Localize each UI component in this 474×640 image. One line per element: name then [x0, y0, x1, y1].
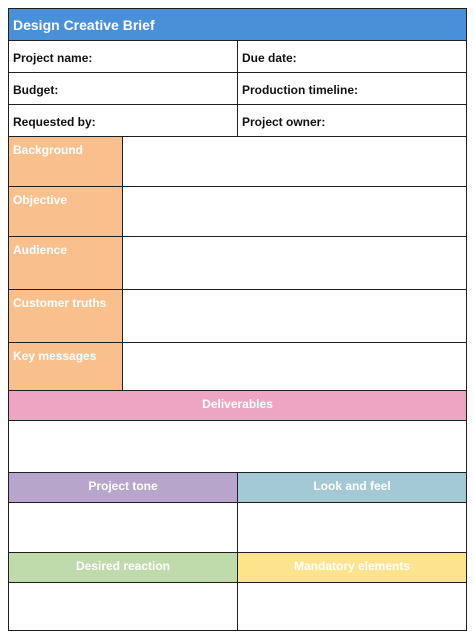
key-messages-label: Key messages [9, 343, 123, 391]
look-and-feel-header: Look and feel [238, 473, 467, 503]
due-date-field[interactable]: Due date: [238, 41, 467, 73]
desired-reaction-header: Desired reaction [9, 553, 238, 583]
deliverables-header: Deliverables [9, 391, 467, 421]
customer-truths-input[interactable] [123, 290, 467, 343]
objective-input[interactable] [123, 187, 467, 237]
deliverables-input[interactable] [9, 421, 467, 473]
project-owner-field[interactable]: Project owner: [238, 105, 467, 137]
audience-input[interactable] [123, 237, 467, 290]
project-tone-header: Project tone [9, 473, 238, 503]
project-name-field[interactable]: Project name: [9, 41, 238, 73]
brief-table [8, 8, 467, 631]
look-and-feel-input[interactable] [238, 503, 467, 553]
mandatory-elements-input[interactable] [238, 583, 467, 631]
project-tone-input[interactable] [9, 503, 238, 553]
background-label: Background [9, 137, 123, 187]
mandatory-elements-header: Mandatory elements [238, 553, 467, 583]
budget-field[interactable]: Budget: [9, 73, 238, 105]
requested-by-field[interactable]: Requested by: [9, 105, 238, 137]
objective-label: Objective [9, 187, 123, 237]
production-timeline-field[interactable]: Production timeline: [238, 73, 467, 105]
audience-label: Audience [9, 237, 123, 290]
key-messages-input[interactable] [123, 343, 467, 391]
customer-truths-label: Customer truths [9, 290, 123, 343]
background-input[interactable] [123, 137, 467, 187]
desired-reaction-input[interactable] [9, 583, 238, 631]
form-title: Design Creative Brief [9, 9, 467, 41]
creative-brief-form [8, 8, 466, 631]
